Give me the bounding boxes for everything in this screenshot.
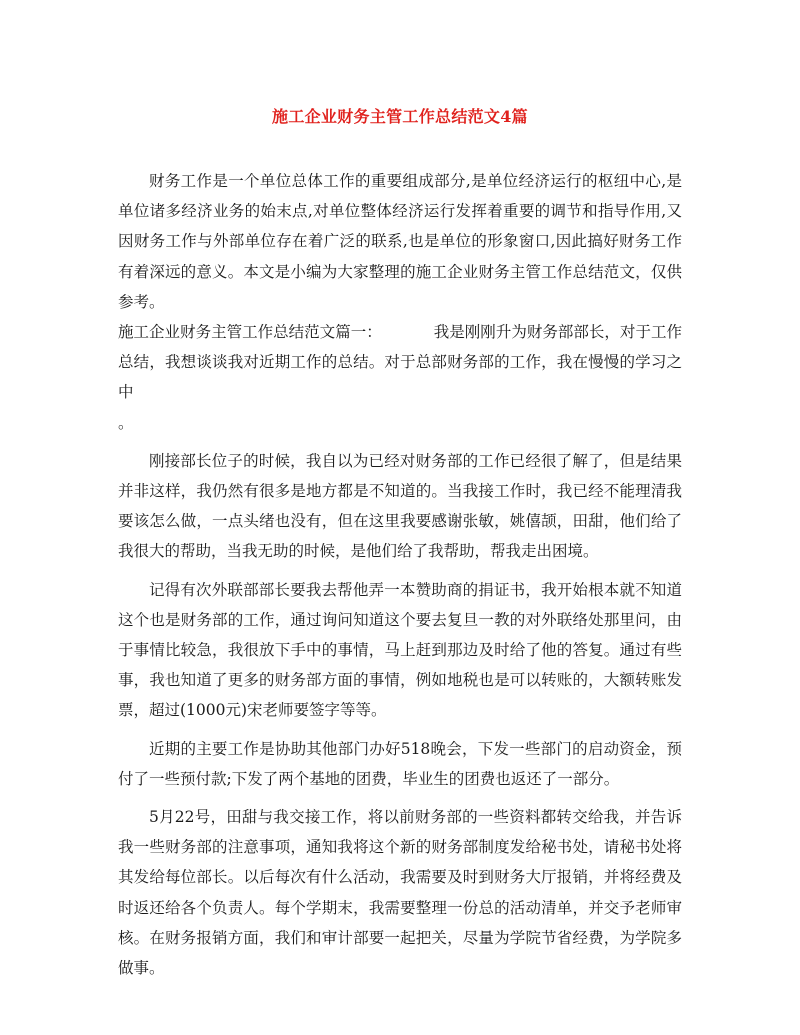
body-paragraph: 刚接部长位子的时候，我自以为已经对财务部的工作已经很了解了，但是结果并非这样，我仍然有很多是地方都是不知道的。当我接工作时，我已经不能理清我要该怎么做，一点头绪也没有，但在这里我要感谢张敏，姚僖颉，田甜，他们给了我很大的帮助，当我无助的时候，是他们给了我帮助，帮我走出困境。 bbox=[118, 451, 682, 561]
document-body bbox=[118, 166, 682, 983]
paragraph-gap bbox=[118, 567, 682, 575]
body-paragraph: 5月22号，田甜与我交接工作，将以前财务部的一些资料都转交给我，并告诉我一些财务部的注意事项，通知我将这个新的财务部制度发给秘书处，请秘书处将其发给每位部长。以后每次有什么活动，我需要及时到财务大厅报销，并将经费及时返还给各个负责人。每个学期末，我需要整理一份总的活动清单，并交予老师审核。在财务报销方面，我们和审计部要一起把关，尽量为学院节省经费，为学院多做事。 bbox=[118, 808, 682, 978]
section-first-end: 。 bbox=[118, 413, 134, 432]
intro-paragraph: 财务工作是一个单位总体工作的重要组成部分,是单位经济运行的枢纽中心,是单位诸多经济业务的始末点,对单位整体经济运行发挥着重要的调节和指导作用,又因财务工作与外部单位存在着广泛的联系,也是单位的形象窗口,因此搞好财务工作有着深远的意义。本文是小编为大家整理的施工企业财务主管工作总结范文，仅供参考。 bbox=[118, 172, 682, 311]
paragraph-gap bbox=[118, 726, 682, 734]
section-heading: 施工企业财务主管工作总结范文篇一： bbox=[118, 323, 382, 342]
document-title: 施工企业财务主管工作总结范文4篇 bbox=[272, 107, 528, 126]
body-paragraph: 记得有次外联部部长要我去帮他弄一本赞助商的捐证书，我开始根本就不知道这个也是财务部的工作，通过询问知道这个要去复旦一教的对外联络处那里问，由于事情比较急，我很放下手中的事情，马上赶到那边及时给了他的答复。通过有些事，我也知道了更多的财务部方面的事情，例如地税也是可以转账的，大额转账发票，超过(1000元)宋老师要签字等等。 bbox=[118, 580, 682, 720]
body-paragraph: 近期的主要工作是协助其他部门办好518晚会，下发一些部门的启动资金，预付了一些预付款;下发了两个基地的团费，毕业生的团费也返还了一部分。 bbox=[118, 739, 682, 788]
paragraph-gap bbox=[118, 438, 682, 446]
paragraph-gap bbox=[118, 794, 682, 802]
section-first-text: 我是刚刚升为财务部部长，对于工作总结，我想谈谈我对近期工作的总结。对于总部财务部的工作，我在慢慢的学习之中 bbox=[118, 323, 682, 402]
section-paragraph bbox=[118, 317, 682, 438]
